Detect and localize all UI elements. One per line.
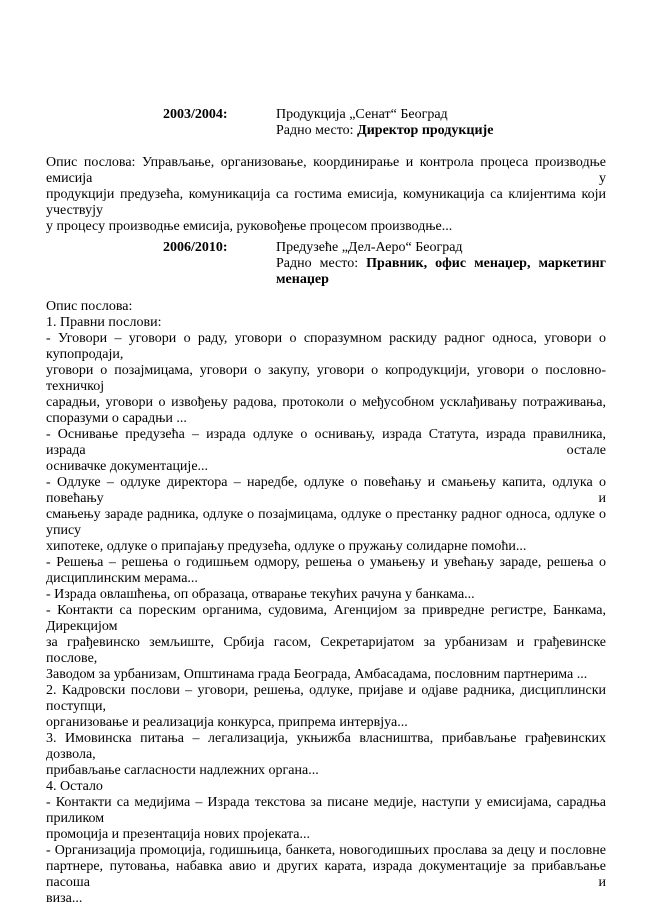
- description-line: споразуми о сарадњи ...: [46, 411, 187, 426]
- description-line: продукцији предузећа, комуникација са гостима емисија, комуникација са клијентима који учествују: [46, 187, 606, 218]
- description-line: Заводом за урбанизам, Општинама града Београда, Амбасадама, пословним партнерима ...: [46, 667, 588, 682]
- description-line: 3. Имовинска питања – легализација, укњижба власништва, прибављање грађевинских дозвола,: [46, 731, 606, 762]
- description-line: смањењу зараде радника, одлуке о позајмицама, одлуке о престанку радног односа, одлуке о упису: [46, 507, 606, 538]
- description-line: - Оснивање предузећа – израда одлуке о оснивању, израда Статута, израда правилника, израда остале: [46, 427, 606, 458]
- company-name: Предузеће „Дел-Аеро“ Београд: [276, 240, 463, 255]
- description-line: - Решења – решења о годишњем одмору, решења о умањењу и увећању зараде, решења о: [46, 555, 606, 570]
- position-label: Радно место:: [276, 256, 359, 271]
- description-line: оснивачке документације...: [46, 459, 209, 474]
- description-line: - Одлуке – одлуке директора – наредбе, одлуке о повећању и смањењу капита, одлука о повећању и: [46, 475, 606, 506]
- job-description: [46, 155, 606, 235]
- description-line: виза...: [46, 891, 83, 906]
- section-heading: 4. Остало: [46, 779, 103, 794]
- job-description: [46, 299, 606, 907]
- description-line: партнере, путовања, набавка авио и других карата, израда документације за прибављање пасоша и: [46, 859, 606, 890]
- description-line: сарадњи, уговори о извођењу радова, протоколи о међусобном усклађивању потраживања,: [46, 395, 606, 410]
- position-line: [276, 256, 606, 272]
- position-title-continued: менаџер: [276, 272, 329, 287]
- description-line: за грађевинско земљиште, Србија гасом, Секретаријатом за урбанизам и грађевинске послове,: [46, 635, 606, 666]
- period-label: 2003/2004:: [163, 107, 228, 122]
- description-line: промоција и презентација нових пројеката...: [46, 827, 311, 842]
- description-line: хипотеке, одлуке о припајању предузећа, одлуке о пружању солидарне помоћи...: [46, 539, 527, 554]
- position-label: Радно место:: [276, 123, 354, 138]
- description-line: Опис послова: Управљање, организовање, координирање и контрола процеса производње емисија у: [46, 155, 606, 186]
- description-line: уговори о позајмицама, уговори о закупу, уговори о копродукцији, уговори о пословно-техничкој: [46, 363, 606, 394]
- company-name: Продукција „Сенат“ Београд: [276, 107, 448, 122]
- company-block: [276, 107, 606, 139]
- description-line: дисциплинским мерама...: [46, 571, 198, 586]
- position-line: [276, 123, 606, 139]
- description-line: - Организација промоција, годишњица, банкета, новогодишњих прослава за децу и пословне: [46, 843, 606, 858]
- description-line: - Контакти са медијима – Израда текстова за писане медије, наступи у емисијама, сарадња приликом: [46, 795, 606, 826]
- description-line: - Контакти са пореским органима, судовима, Агенцијом за привредне регистре, Банкама, Дирекцијом: [46, 603, 606, 634]
- description-heading: Опис послова:: [46, 299, 133, 314]
- description-line: прибављање сагласности надлежних органа...: [46, 763, 319, 778]
- description-line: организовање и реализација конкурса, припрема интервјуа...: [46, 715, 408, 730]
- description-line: - Израда овлашћења, оп образаца, отварање текућих рачуна у банкама...: [46, 587, 475, 602]
- section-heading: 1. Правни послови:: [46, 315, 162, 330]
- position-title: Директор продукције: [357, 123, 494, 138]
- period-label: 2006/2010:: [163, 240, 228, 255]
- description-line: - Уговори – уговори о раду, уговори о споразумном раскиду радног односа, уговори о купопродаји,: [46, 331, 606, 362]
- description-line: у процесу производње емисија, руковођење процесом производње...: [46, 219, 453, 234]
- position-title: Правник, офис менаџер, маркетинг: [366, 256, 607, 271]
- description-line: 2. Кадровски послови – уговори, решења, одлуке, пријаве и одјаве радника, дисциплински поступци,: [46, 683, 606, 714]
- company-block: [276, 240, 606, 288]
